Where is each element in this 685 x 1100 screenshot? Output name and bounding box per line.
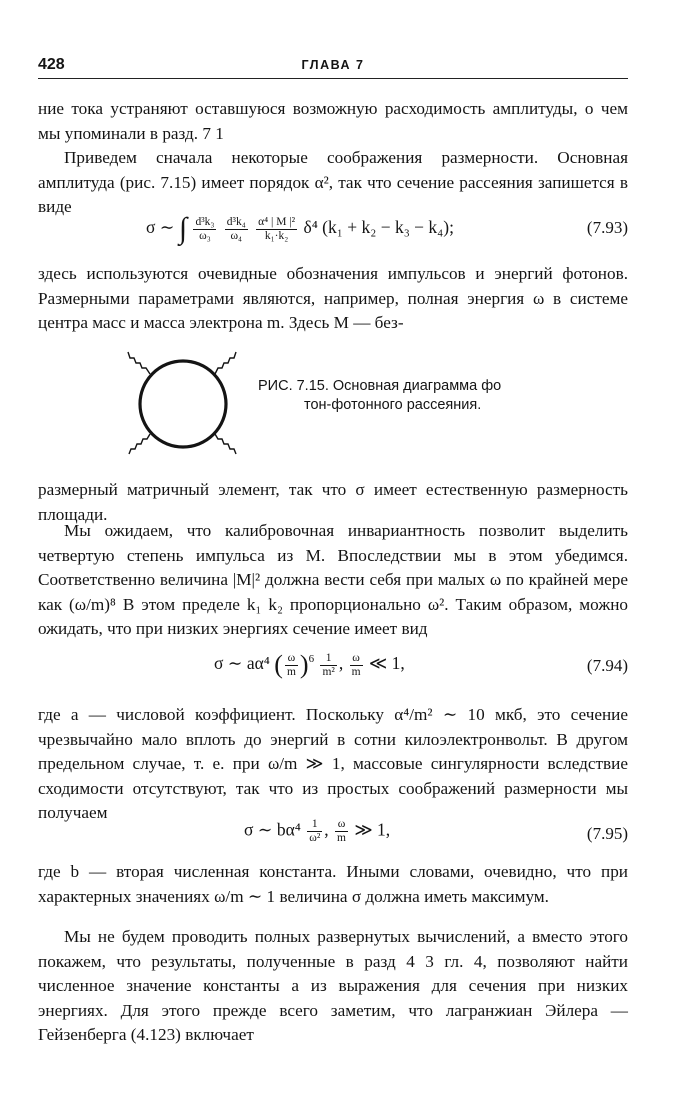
equation-7-95: [38, 818, 628, 854]
photon-loop-diagram: [118, 338, 248, 468]
equation-7-93-body: σ ∼ ∫ $\frac{\text{d³k₃}}{\text{ω₃}}$ $\frac{\text{d³k₄}}{\text{ω₄}}$ $\frac{\text{α⁴ | M |²}}{\text{k₁·k₂}}$ δ⁴ (k₁ + k₂ − k₃ − k₄);: [146, 212, 454, 245]
paragraph-gauge-invariance: Мы ожидаем, что калибровочная инвариантность позволит выделить четвертую степень импульса из M. Впоследствии мы в этом убедимся. Соответственно величина |M|² должна вести себя при малых ω по крайней мере как (ω/m)⁸ В этом пределе k₁ k₂ пропорционально ω². Таким образом, можно ожидать, что при низких энергиях сечение имеет вид: [38, 521, 628, 639]
equation-number-7-95: (7.95): [586, 824, 628, 843]
paragraph-notation: здесь используются очевидные обозначения импульсов и энергий фотонов. Размерными параметрами являются, например, полная энергия ω в системе центра масс и масса электрона m. Здесь M — без-: [38, 264, 628, 333]
photon-line-top-left: [128, 352, 150, 374]
equation-number-7-94: (7.94): [586, 656, 628, 675]
paragraph-dimension-intro: Приведем сначала некоторые соображения размерности. Основная амплитуда (рис. 7.15) имеет порядок α², так что сечение рассеяния запишется в виде: [38, 148, 628, 217]
photon-line-bottom-right: [215, 434, 236, 454]
photon-line-bottom-left: [129, 434, 150, 454]
equation-7-93: [38, 212, 628, 248]
paragraph-dimensionless: размерный матричный элемент, так что σ имеет естественную размерность площади.: [38, 480, 628, 524]
paragraph-constant-b: где b — вторая численная константа. Иными словами, очевидно, что при характерных значениях ω/m ∼ 1 величина σ должна иметь максимум.: [38, 862, 628, 906]
paragraph-low-energy: где a — числовой коэффициент. Поскольку α⁴/m² ∼ 10 мкб, это сечение чрезвычайно мало вплоть до энергий в сотни килоэлектронвольт. В другом предельном случае, т. е. при ω/m ≫ 1, массовые сингулярности вследствие сходимости отсутствуют, так что из простых соображений размерности мы получаем: [38, 705, 628, 823]
paragraph-continued: ние тока устраняют оставшуюся возможную расходимость амплитуды, о чем мы упоминали в разд. 7 1: [38, 99, 628, 143]
equation-7-95-body: σ ∼ bα⁴ $\frac{1}{\text{ω²}}$ , $\frac{\omega}{m}$ ≫ 1,: [244, 818, 391, 844]
equation-7-94-body: σ ∼ aα⁴ ( $\frac{\omega}{m}$ )$^6$ $\frac{1}{\text{m²}}$ , $\frac{\omega}{m}$ ≪ 1,: [214, 650, 405, 679]
figure-caption: РИС. 7.15. Основная диаграмма фо тон-фотонного рассеяния.: [258, 378, 502, 413]
running-header: [38, 56, 628, 79]
photon-line-top-right: [215, 352, 236, 374]
chapter-title: ГЛАВА 7: [301, 58, 365, 72]
electron-loop: [140, 361, 226, 447]
page-number: 428: [38, 56, 65, 73]
equation-7-94: [38, 650, 628, 686]
paragraph-euler-heisenberg: Мы не будем проводить полных развернутых вычислений, а вместо этого покажем, что результаты, полученные в разд 4 3 гл. 4, позволяют найти численное значение константы a из выражения для сечения при низких энергиях. Для этого прежде всего заметим, что лагранжиан Эйлера — Гейзенберга (4.123) включает: [38, 927, 628, 1045]
feynman-diagram-figure: [118, 338, 248, 468]
equation-number-7-93: (7.93): [586, 218, 628, 237]
